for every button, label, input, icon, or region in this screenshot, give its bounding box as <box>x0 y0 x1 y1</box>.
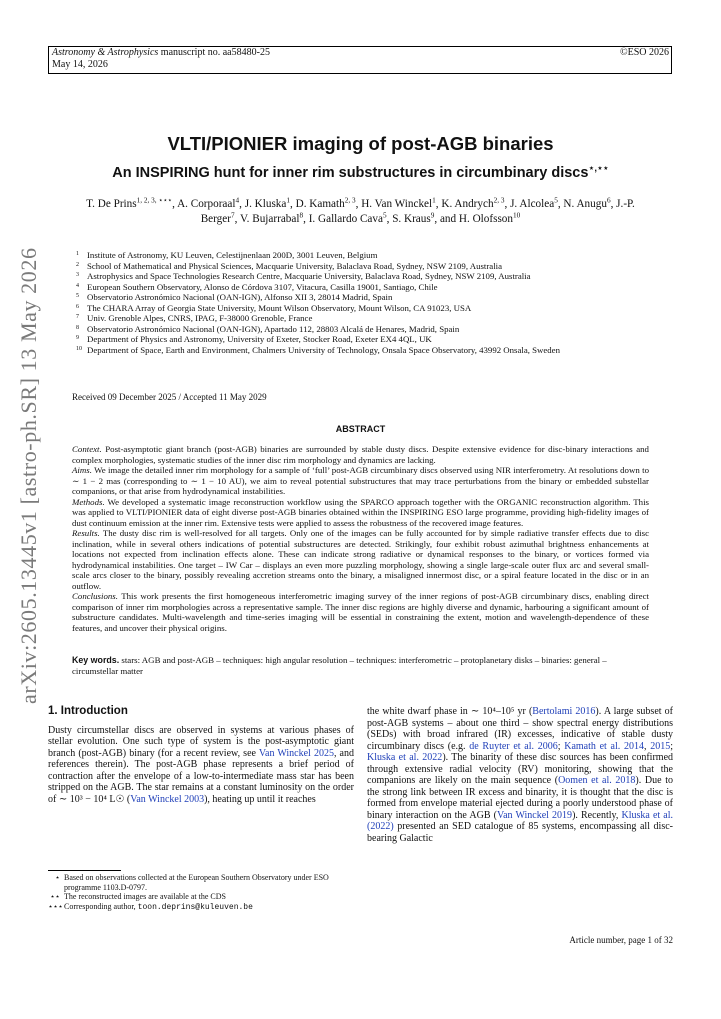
paper-title: VLTI/PIONIER imaging of post-AGB binaries <box>167 133 554 154</box>
intro-text: ). Due to the strong link between IR excess and binarity, it is thought that the disc is formed from envelope material ejected during a poorly understood phase of binary interaction on the AGB ( <box>367 775 673 821</box>
affiliation-text: Astrophysics and Space Technologies Research Centre, Macquarie University, Balaclava Road, Sydney, NSW 2109, Australia <box>87 271 531 281</box>
affiliation <box>76 345 656 356</box>
author-name: A. Corporaal <box>177 198 236 210</box>
affiliation-text: Observatorio Astronómico Nacional (OAN-IGN), Alfonso XII 3, 28014 Madrid, Spain <box>87 292 393 302</box>
keywords <box>72 655 649 676</box>
author-name: S. Kraus <box>392 213 431 225</box>
conclusions-text: This work presents the first homogeneous interferometric imaging survey of the inner regions of post-AGB circumbinary discs, enabling direct comparison of inner rim morphologies across a representative sample. The inner disc regions are highly diverse and dynamic, harbouring a significant amount of substructure candidates. Multi-wavelength and time-series imaging will be essential in constraining the extent, motion and wavelength-dependence of these features, and uncover their physical origins. <box>72 591 649 633</box>
author-email[interactable]: toon.deprins@kuleuven.be <box>137 902 253 912</box>
keywords-label: Key words. <box>72 655 120 665</box>
author-name: K. Andrych <box>441 198 494 210</box>
author-affiliation-marks: 10 <box>513 211 521 220</box>
affiliation-number: 5 <box>76 293 79 299</box>
author-affiliation-marks: 1 <box>432 196 436 205</box>
intro-text: ). Recently, <box>572 809 622 821</box>
affiliation <box>76 303 656 314</box>
affiliation-text: Univ. Grenoble Alpes, CNRS, IPAG, F-38000 Grenoble, France <box>87 313 313 323</box>
citation-link[interactable]: Kluska et al. (2022) <box>367 809 674 833</box>
affiliation <box>76 282 656 293</box>
affiliation-number: 6 <box>76 303 79 310</box>
affiliation-text: Institute of Astronomy, KU Leuven, Celestijnenlaan 200D, 3001 Leuven, Belgium <box>87 250 378 260</box>
intro-text: , <box>644 740 651 752</box>
author <box>510 198 558 210</box>
author <box>177 198 239 210</box>
author <box>240 213 303 225</box>
intro-text: , and references therein). The post-AGB phase represents a brief period of contraction after the envelope of a low-to-intermediate mass star has been stripped on the AGB. The star remains at a constant luminosity on the order of ∼ 10³ − 10⁴ L☉ ( <box>48 747 354 805</box>
affiliation-text: School of Mathematical and Physical Sciences, Macquarie University, Balaclava Road, Sydney, NSW 2109, Australia <box>87 260 502 271</box>
affiliation <box>76 334 656 345</box>
intro-text: ; <box>670 740 674 752</box>
citation-link[interactable]: Oomen et al. 2018 <box>558 775 636 787</box>
affiliation <box>76 271 656 282</box>
author-name: J. Kluska <box>244 198 287 210</box>
footnote-text: The reconstructed images are available at the CDS <box>64 892 226 901</box>
author-affiliation-marks: 2, 3 <box>344 196 356 205</box>
footnote-rule <box>48 870 121 871</box>
journal-name: Astronomy & Astrophysics <box>52 47 159 58</box>
page-footer: Article number, page 1 of 32 <box>569 935 673 945</box>
author <box>309 213 387 225</box>
footnotes <box>48 873 354 912</box>
manuscript-number: manuscript no. aa58480-25 <box>160 47 270 58</box>
footnote-text: Based on observations collected at the European Southern Observatory under ESO programme 1103.D-0797. <box>64 873 329 892</box>
affiliation-number: 9 <box>76 335 79 341</box>
affiliation-text: Department of Physics and Astronomy, University of Exeter, Stocker Road, Exeter EX4 4QL, UK <box>87 334 432 344</box>
body-column-right <box>367 706 673 845</box>
results-text: The dusty disc rim is well-resolved for all targets. Only one of the images can be fully accounted for by simple radiative transfer effects due to disc inclination, while in several others indications of potential substructures are detected. Strikingly, four exhibit robust azimuthal brightness enhancements at locations not expected from inclination effects alone. These can indicate strong radiative or dynamical responses to the binary, or vortices formed via hydrodynamical instabilities. One target – IW Car – displays an even more puzzling morphology, showing a single large-scale outer flux arc and several small-scale arcs closer to the binary, possibly revealing accretion streams onto the binary, a misaligned innermost disc, or a spiral feature located in the disc or in an outflow. <box>72 528 649 591</box>
author <box>441 198 504 210</box>
author-affiliation-marks: 4 <box>235 196 240 205</box>
subtitle-footnote-marks: ⋆,⋆⋆ <box>588 162 609 174</box>
intro-text: ), heating up until it reaches <box>204 793 316 805</box>
intro-text: Dusty circumstellar discs are observed in systems at various phases of stellar evolution. One such type of system is the post-asymptotic giant branch (post-AGB) binary (for a recent review, see <box>48 724 354 759</box>
affiliation <box>76 250 656 261</box>
author-affiliation-marks: 2, 3 <box>493 196 505 205</box>
author-name: J.-P. Berger <box>200 198 635 225</box>
author-affiliation-marks: 5 <box>554 196 558 205</box>
affiliation-text: Department of Space, Earth and Environment, Chalmers University of Technology, Onsala Space Observatory, 43992 Onsala, Sweden <box>87 344 560 355</box>
author-name: H. Olofsson <box>458 213 513 225</box>
affiliation <box>76 313 656 324</box>
footnote <box>48 902 354 913</box>
methods-text: We developed a systematic image reconstruction workflow using the SPARCO approach together with the ORGANIC reconstruction algorithm. This was applied to VLTI/PIONIER data of eight diverse post-AGB binaries obtained within the INSPIRING ESO large programme, providing high-fidelity images of dust continuum emission at the inner rim. Extensive tests were applied to assess the robustness of the recovered image features. <box>72 496 649 528</box>
footnote-mark: ⋆⋆ <box>49 892 60 901</box>
footnote-mark: ⋆ <box>54 873 60 882</box>
author-affiliation-marks: 9 <box>430 211 435 220</box>
received-date: Received 09 December 2025 / Accepted 11 May 2029 <box>72 392 267 402</box>
author-name: J. Alcolea <box>510 198 555 210</box>
arxiv-stamp[interactable] <box>14 247 46 706</box>
citation-link[interactable]: 2015 <box>650 740 671 752</box>
copyright: ©ESO 2026 <box>620 47 669 58</box>
author-name: D. Kamath <box>295 198 345 210</box>
keywords-text: stars: AGB and post-AGB – techniques: high angular resolution – techniques: interferometric – protoplanetary disks – binaries: general – circumstellar matter <box>72 655 607 676</box>
citation-link[interactable]: Van Winckel 2019 <box>496 809 573 821</box>
citation-link[interactable]: Van Winckel 2025 <box>258 747 334 759</box>
intro-text: ; <box>557 740 565 752</box>
author-affiliation-marks: 1 <box>286 196 291 205</box>
citation-link[interactable]: Kamath et al. 2014 <box>564 740 644 752</box>
affiliation-text: European Southern Observatory, Alonso de Córdova 3107, Vitacura, Casilla 19001, Santiago, Chile <box>87 281 438 292</box>
affiliation-number: 10 <box>76 345 82 352</box>
author-affiliation-marks: 6 <box>606 196 611 205</box>
header-date: May 14, 2026 <box>52 59 108 70</box>
running-header <box>52 47 270 71</box>
section-heading-introduction: 1. Introduction <box>48 705 128 717</box>
subtitle-text: An INSPIRING hunt for inner rim substructures in circumbinary discs <box>112 165 589 181</box>
footnote <box>48 873 354 892</box>
affiliation <box>76 261 656 272</box>
citation-link[interactable]: Kluska et al. 2022 <box>367 752 443 764</box>
aims-text: We image the detailed inner rim morphology for a sample of ‘full’ post-AGB circumbinary discs observed using NIR interferometry. At resolutions down to ∼ 1 − 2 mas (corresponding to ∼ 1 − 10 AU), we aim to reveal potential substructures that may trace perturbations from the binary or embedded substellar companions, or that arise from hydrodynamical instabilities. <box>72 465 649 496</box>
affiliation-number: 2 <box>76 261 79 268</box>
citation-link[interactable]: Bertolami 2016 <box>532 706 596 717</box>
author <box>392 213 434 225</box>
affiliation-number: 7 <box>76 314 79 320</box>
abstract-heading: ABSTRACT <box>335 424 386 434</box>
author-name: N. Anugu <box>563 198 607 210</box>
author-affiliation-marks: 8 <box>299 211 304 220</box>
affiliation-text: Observatorio Astronómico Nacional (OAN-IGN), Apartado 112, 28803 Alcalá de Henares, Madrid, Spain <box>87 323 460 334</box>
citation-link[interactable]: de Ruyter et al. 2006 <box>469 740 558 752</box>
author <box>296 198 356 210</box>
affiliation <box>76 324 656 335</box>
affiliation <box>76 292 656 303</box>
author <box>86 198 172 210</box>
author <box>459 213 520 225</box>
body-column-left <box>48 706 354 805</box>
paper-subtitle <box>40 162 681 181</box>
author-name: T. De Prins <box>86 198 137 210</box>
author <box>563 198 610 210</box>
author <box>245 198 290 210</box>
affiliation-number: 4 <box>76 282 79 289</box>
footnote-text: Corresponding author, <box>64 901 138 911</box>
results-label: Results. <box>72 528 100 538</box>
intro-text: ). A large subset of post-AGB systems – about one third – show spectral energy distributions (SEDs) with broad infrared (IR) excesses, indicative of stable dusty circumbinary discs (e.g. <box>367 706 673 752</box>
aims-label: Aims. <box>72 465 92 475</box>
methods-label: Methods. <box>72 496 105 507</box>
abstract <box>72 444 649 633</box>
intro-text: the white dwarf phase in ∼ 10⁴–10⁵ yr ( <box>367 706 533 717</box>
arxiv-id[interactable]: arXiv:2605.13445v1 [astro-ph.SR] 13 May 2026 <box>16 247 41 704</box>
author-name: H. Van Winckel <box>361 198 433 210</box>
context-text: Post-asymptotic giant branch (post-AGB) binaries are surrounded by stable dusty discs. Despite extensive evidence for disc-binary interactions and complex morphologies, systematic studies of the inner disc rim morphology and dynamics are lacking. <box>72 444 649 465</box>
author <box>361 198 436 210</box>
affiliation-number: 3 <box>76 272 79 278</box>
affiliation-text: The CHARA Array of Georgia State University, Mount Wilson Observatory, Mount Wilson, CA 91023, USA <box>87 302 472 313</box>
intro-text: presented an SED catalogue of 85 systems, encompassing all disc-bearing Galactic <box>367 821 673 845</box>
intro-text: ). The binarity of these disc sources has been confirmed through extensive radial velocity (RV) monitoring, showing that the companions are likely on the main sequence ( <box>367 752 674 787</box>
affiliation-list <box>76 250 656 355</box>
author-affiliation-marks: 1, 2, 3, ⋆⋆⋆ <box>136 196 173 205</box>
context-label: Context. <box>72 444 102 454</box>
affiliation-number: 1 <box>76 251 79 257</box>
author-list: T. De Prins$^{1, 2, 3, ⋆⋆⋆}$, A. Corporaal$^4$, J. Kluska$^1$, D. Kamath$^{2, 3}$, H. Van Winckel$^1$, K. Andrych$^{2, 3}$, J. Alcolea$^5$, N. Anugu$^6$, J.-P. Berger$^7$, V. Bujarrabal$^8$, I. Gallardo Cava$^5$, S. Kraus$^9$, and H. Olofsson$^{10}$ <box>86 196 635 225</box>
footnote <box>48 892 354 902</box>
citation-link[interactable]: Van Winckel 2003 <box>130 793 205 805</box>
affiliation-number: 8 <box>76 324 79 331</box>
author-name: I. Gallardo Cava <box>308 213 383 225</box>
author-affiliation-marks: 7 <box>230 211 235 220</box>
author-affiliation-marks: 5 <box>382 211 387 220</box>
footnote-mark: ⋆⋆⋆ <box>48 901 64 911</box>
author-name: V. Bujarrabal <box>240 213 300 225</box>
conclusions-label: Conclusions. <box>72 591 118 601</box>
